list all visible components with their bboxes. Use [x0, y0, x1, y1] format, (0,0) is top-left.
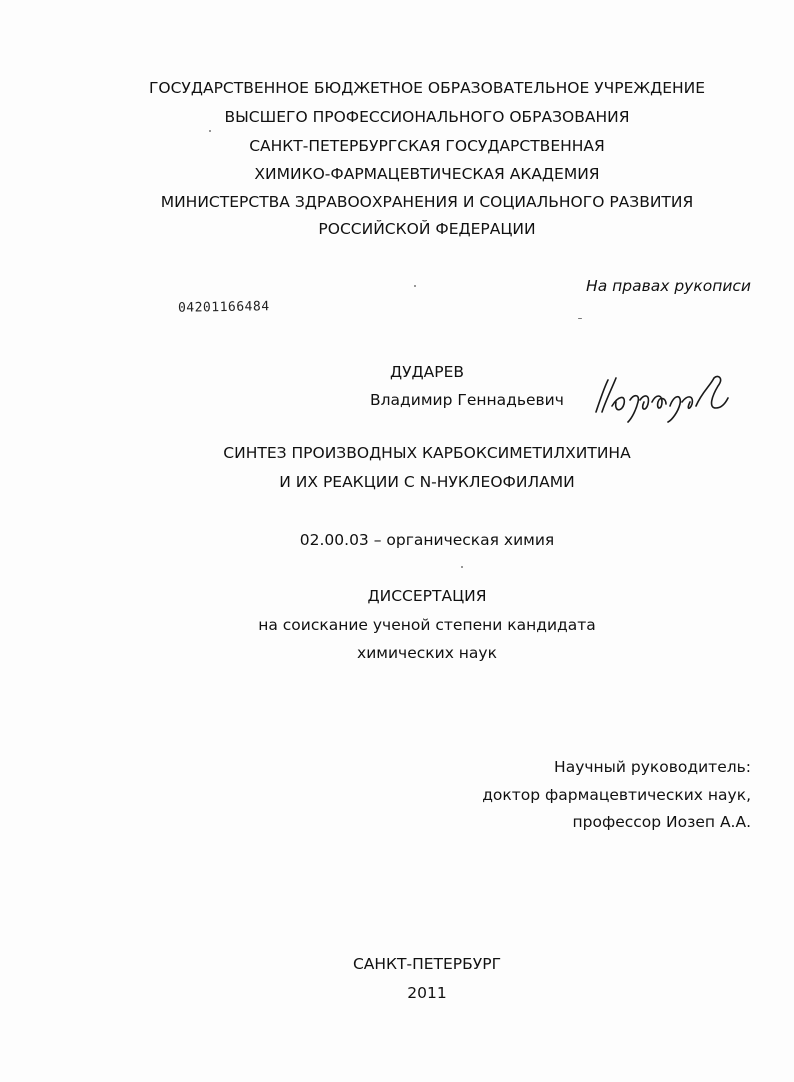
scan-speck	[578, 318, 582, 319]
institution-line-3: САНКТ-ПЕТЕРБУРГСКАЯ ГОСУДАРСТВЕННАЯ	[249, 137, 605, 155]
title-line-2: И ИХ РЕАКЦИИ С N-НУКЛЕОФИЛАМИ	[279, 473, 575, 491]
supervisor-heading: Научный руководитель:	[554, 758, 751, 776]
supervisor-degree: доктор фармацевтических наук,	[482, 786, 751, 804]
author-surname: ДУДАРЕВ	[389, 363, 465, 381]
footer-city: САНКТ-ПЕТЕРБУРГ	[352, 955, 502, 973]
scan-speck	[209, 130, 211, 132]
institution-line-4: ХИМИКО-ФАРМАЦЕВТИЧЕСКАЯ АКАДЕМИЯ	[254, 165, 600, 183]
institution-line-5: МИНИСТЕРСТВА ЗДРАВООХРАНЕНИЯ И СОЦИАЛЬНОГО РАЗВИТИЯ	[160, 193, 694, 211]
degree-line-2: химических наук	[357, 644, 497, 662]
degree-line-1: на соискание ученой степени кандидата	[258, 616, 596, 634]
institution-line-2: ВЫСШЕГО ПРОФЕССИОНАЛЬНОГО ОБРАЗОВАНИЯ	[224, 108, 630, 126]
institution-line-6: РОССИЙСКОЙ ФЕДЕРАЦИИ	[318, 220, 536, 238]
degree-type: ДИССЕРТАЦИЯ	[367, 587, 487, 605]
scan-speck	[461, 566, 463, 568]
title-line-1: СИНТЕЗ ПРОИЗВОДНЫХ КАРБОКСИМЕТИЛХИТИНА	[223, 444, 631, 462]
institution-line-1: ГОСУДАРСТВЕННОЕ БЮДЖЕТНОЕ ОБРАЗОВАТЕЛЬНОЕ УЧРЕЖДЕНИЕ	[148, 79, 706, 97]
author-signature-image	[590, 372, 740, 424]
registration-number: 04201166484	[177, 299, 270, 316]
supervisor-name: профессор Иозеп А.А.	[572, 813, 751, 831]
author-given-names: Владимир Геннадьевич	[370, 391, 564, 409]
scan-speck	[414, 285, 416, 287]
footer-year: 2011	[407, 984, 447, 1002]
specialty: 02.00.03 – органическая химия	[299, 531, 555, 549]
manuscript-note: На правах рукописи	[586, 277, 751, 295]
